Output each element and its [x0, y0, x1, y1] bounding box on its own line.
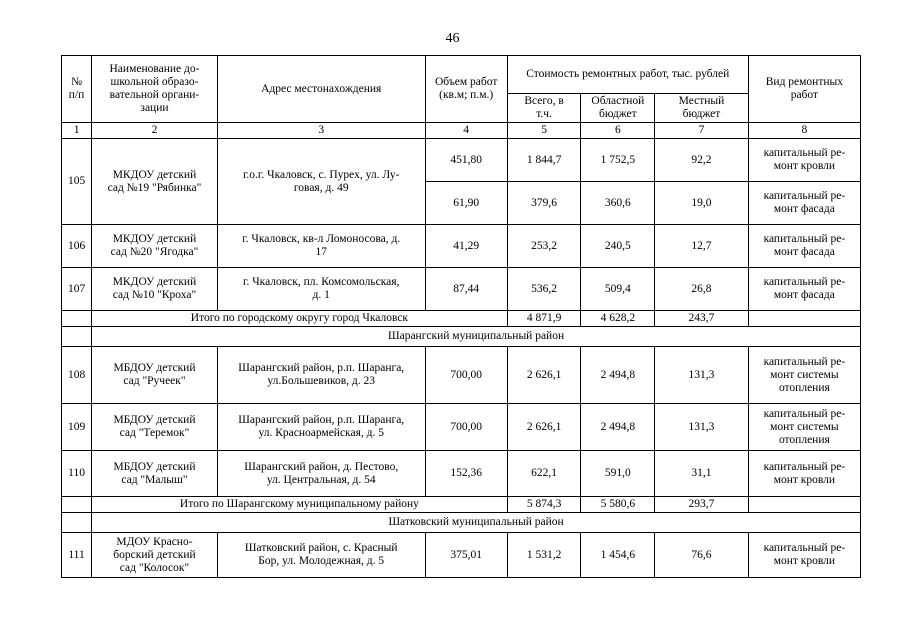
cost-local: 19,0 — [655, 182, 749, 225]
repair-kind: капитальный ре- монт системы отопления — [748, 404, 860, 451]
section-row — [62, 513, 861, 533]
work-volume: 87,44 — [425, 268, 507, 311]
repair-works-table — [61, 55, 861, 578]
institution-address: Шарангский район, д. Пестово, ул. Центральная, д. 54 — [217, 451, 425, 497]
institution-name: МДОУ Красно- борский детский сад "Колосок" — [92, 533, 218, 578]
repair-kind: капитальный ре- монт фасада — [748, 225, 860, 268]
cost-local: 131,3 — [655, 404, 749, 451]
subtotal-total: 4 871,9 — [507, 311, 581, 327]
row-number: 111 — [62, 533, 92, 578]
index-cell: 1 — [62, 123, 92, 139]
table-row — [62, 139, 861, 182]
work-volume: 700,00 — [425, 347, 507, 404]
col-total-header: Всего, в т.ч. — [507, 94, 581, 123]
cost-local: 26,8 — [655, 268, 749, 311]
work-volume: 375,01 — [425, 533, 507, 578]
repair-kind: капитальный ре- монт фасада — [748, 268, 860, 311]
table-row — [62, 268, 861, 311]
subtotal-row — [62, 311, 861, 327]
empty-cell — [748, 311, 860, 327]
cost-total: 536,2 — [507, 268, 581, 311]
cost-total: 2 626,1 — [507, 347, 581, 404]
subtotal-regional: 5 580,6 — [581, 497, 655, 513]
cost-regional: 591,0 — [581, 451, 655, 497]
subtotal-label: Итого по городскому округу город Чкаловск — [92, 311, 508, 327]
institution-address: Шарангский район, р.п. Шаранга, ул. Красноармейская, д. 5 — [217, 404, 425, 451]
section-title: Шатковский муниципальный район — [92, 513, 861, 533]
row-number: 108 — [62, 347, 92, 404]
row-number: 107 — [62, 268, 92, 311]
table-row — [62, 404, 861, 451]
institution-address: г.о.г. Чкаловск, с. Пурех, ул. Лу- говая, д. 49 — [217, 139, 425, 225]
institution-address: Шатковский район, с. Красный Бор, ул. Молодежная, д. 5 — [217, 533, 425, 578]
institution-name: МБДОУ детский сад "Теремок" — [92, 404, 218, 451]
index-cell: 5 — [507, 123, 581, 139]
subtotal-label: Итого по Шарангскому муниципальному району — [92, 497, 508, 513]
cost-local: 31,1 — [655, 451, 749, 497]
institution-address: г. Чкаловск, пл. Комсомольская, д. 1 — [217, 268, 425, 311]
col-cost-group-header: Стоимость ремонтных работ, тыс. рублей — [507, 56, 748, 94]
cost-regional: 240,5 — [581, 225, 655, 268]
header-row-1 — [62, 56, 861, 94]
subtotal-local: 293,7 — [655, 497, 749, 513]
subtotal-local: 243,7 — [655, 311, 749, 327]
index-cell: 2 — [92, 123, 218, 139]
subtotal-regional: 4 628,2 — [581, 311, 655, 327]
row-number: 109 — [62, 404, 92, 451]
cost-total: 1 844,7 — [507, 139, 581, 182]
cost-total: 622,1 — [507, 451, 581, 497]
empty-cell — [62, 513, 92, 533]
institution-address: Шарангский район, р.п. Шаранга, ул.Большевиков, д. 23 — [217, 347, 425, 404]
repair-kind: капитальный ре- монт фасада — [748, 182, 860, 225]
empty-cell — [748, 497, 860, 513]
repair-kind: капитальный ре- монт системы отопления — [748, 347, 860, 404]
cost-regional: 1 752,5 — [581, 139, 655, 182]
section-title: Шарангский муниципальный район — [92, 327, 861, 347]
cost-regional: 509,4 — [581, 268, 655, 311]
cost-total: 2 626,1 — [507, 404, 581, 451]
cost-local: 76,6 — [655, 533, 749, 578]
row-number: 106 — [62, 225, 92, 268]
subtotal-row — [62, 497, 861, 513]
table-row — [62, 451, 861, 497]
institution-name: МКДОУ детский сад №10 "Кроха" — [92, 268, 218, 311]
work-volume: 61,90 — [425, 182, 507, 225]
work-volume: 41,29 — [425, 225, 507, 268]
repair-kind: капитальный ре- монт кровли — [748, 139, 860, 182]
cost-regional: 360,6 — [581, 182, 655, 225]
index-cell: 7 — [655, 123, 749, 139]
empty-cell — [62, 311, 92, 327]
col-name-header: Наименование до- школьной образо- вательной органи- зации — [92, 56, 218, 123]
repair-kind: капитальный ре- монт кровли — [748, 533, 860, 578]
work-volume: 152,36 — [425, 451, 507, 497]
col-kind-header: Вид ремонтных работ — [748, 56, 860, 123]
index-cell: 6 — [581, 123, 655, 139]
cost-total: 379,6 — [507, 182, 581, 225]
table-row — [62, 533, 861, 578]
cost-regional: 2 494,8 — [581, 404, 655, 451]
section-row — [62, 327, 861, 347]
row-number: 105 — [62, 139, 92, 225]
cost-local: 92,2 — [655, 139, 749, 182]
cost-local: 12,7 — [655, 225, 749, 268]
row-number: 110 — [62, 451, 92, 497]
repair-kind: капитальный ре- монт кровли — [748, 451, 860, 497]
institution-address: г. Чкаловск, кв-л Ломоносова, д. 17 — [217, 225, 425, 268]
table-row — [62, 347, 861, 404]
cost-regional: 2 494,8 — [581, 347, 655, 404]
cost-regional: 1 454,6 — [581, 533, 655, 578]
index-cell: 8 — [748, 123, 860, 139]
institution-name: МБДОУ детский сад "Малыш" — [92, 451, 218, 497]
work-volume: 700,00 — [425, 404, 507, 451]
col-volume-header: Объем работ (кв.м; п.м.) — [425, 56, 507, 123]
cost-total: 1 531,2 — [507, 533, 581, 578]
cost-local: 131,3 — [655, 347, 749, 404]
col-local-header: Местный бюджет — [655, 94, 749, 123]
col-regional-header: Областной бюджет — [581, 94, 655, 123]
cost-total: 253,2 — [507, 225, 581, 268]
page-number: 46 — [445, 31, 460, 46]
col-num-header: № п/п — [62, 56, 92, 123]
work-volume: 451,80 — [425, 139, 507, 182]
institution-name: МКДОУ детский сад №19 "Рябинка" — [92, 139, 218, 225]
table-row — [62, 225, 861, 268]
index-row — [62, 123, 861, 139]
empty-cell — [62, 327, 92, 347]
empty-cell — [62, 497, 92, 513]
index-cell: 3 — [217, 123, 425, 139]
institution-name: МКДОУ детский сад №20 "Ягодка" — [92, 225, 218, 268]
index-cell: 4 — [425, 123, 507, 139]
subtotal-total: 5 874,3 — [507, 497, 581, 513]
institution-name: МБДОУ детский сад "Ручеек" — [92, 347, 218, 404]
col-address-header: Адрес местонахождения — [217, 56, 425, 123]
